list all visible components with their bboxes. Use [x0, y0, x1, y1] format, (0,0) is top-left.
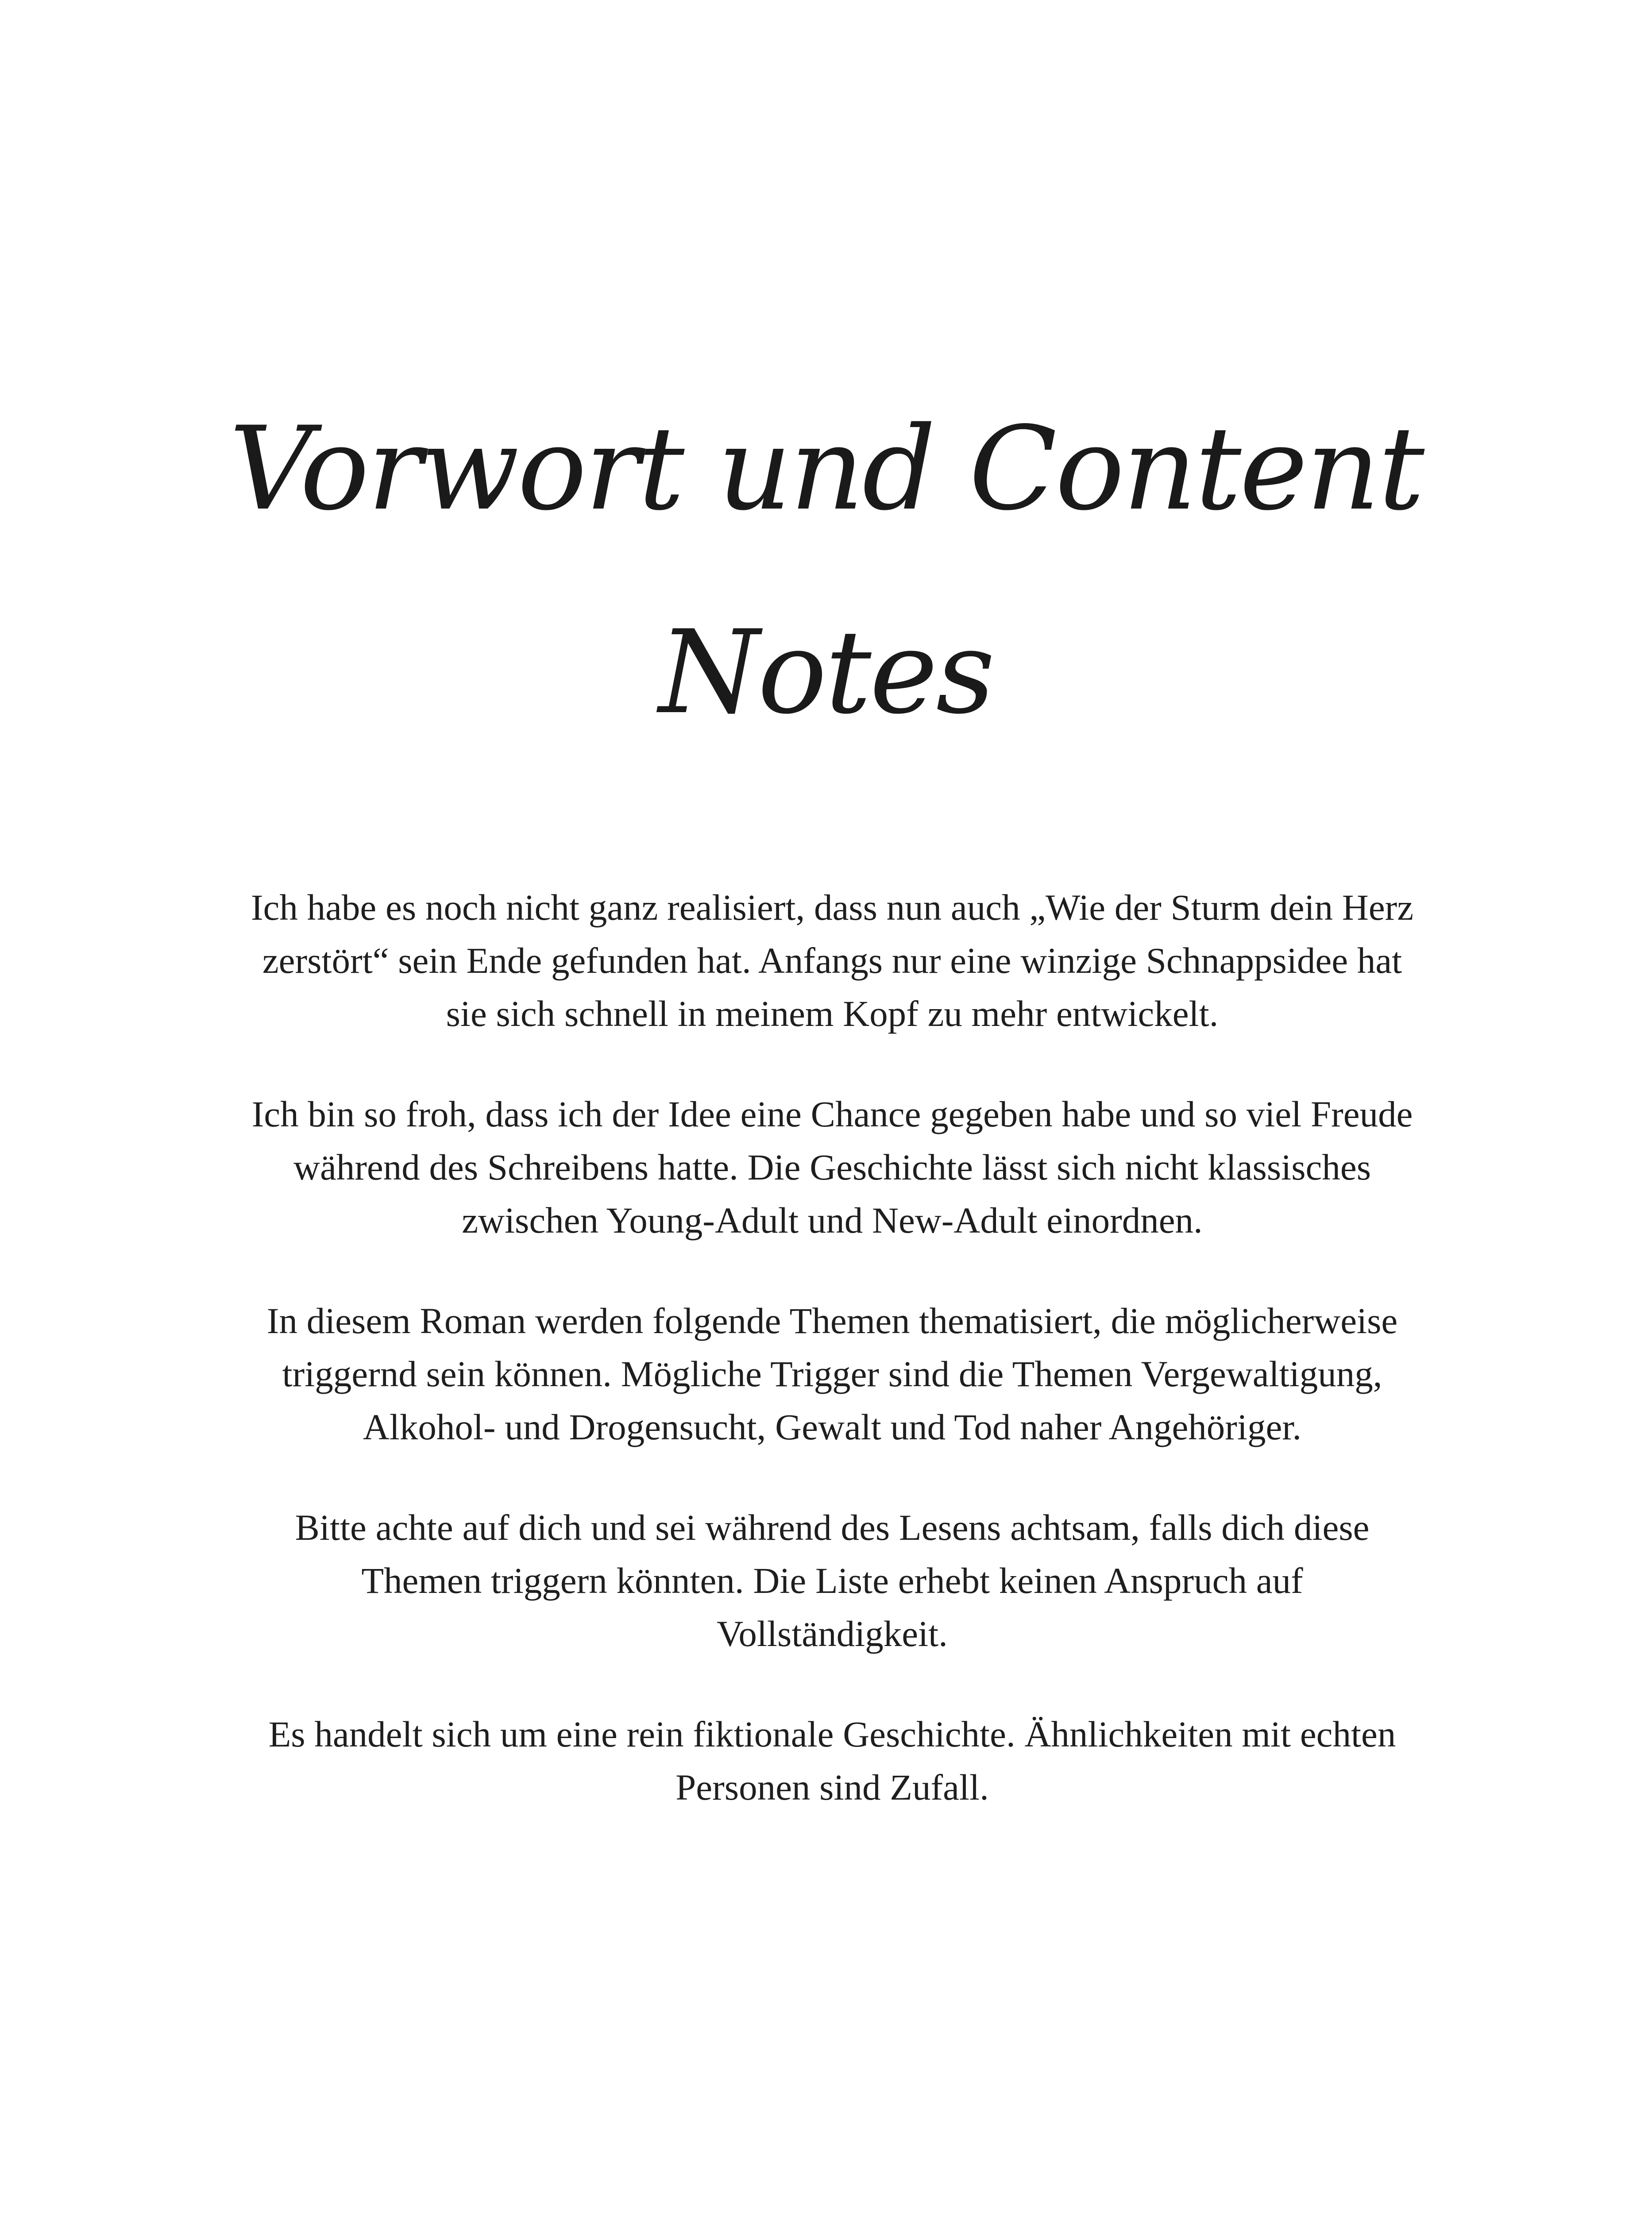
- paragraph-fiction-disclaimer: Es handelt sich um eine rein fiktionale Geschichte. Ähnlichkeiten mit echten Personen sind Zufall.: [268, 1714, 1396, 1808]
- page-title-line-1: Vorwort und Content: [229, 402, 1423, 536]
- paragraph-self-care: Bitte achte auf dich und sei während des Lesens achtsam, falls dich diese Themen triggern könnten. Die Liste erhebt keinen Anspruch auf Vollständigkeit.: [295, 1507, 1370, 1654]
- paragraph-trigger-warnings: In diesem Roman werden folgende Themen thematisiert, die möglicherweise triggernd sein können. Mögliche Trigger sind die Themen Vergewaltigung, Alkohol- und Drogensucht, Gewalt und Tod naher Angehöriger.: [266, 1300, 1398, 1447]
- paragraph-intro: Ich habe es noch nicht ganz realisiert, dass nun auch „Wie der Sturm dein Herz zerstört“ sein Ende gefunden hat. Anfangs nur eine winzige Schnappsidee hat sie sich schnell in meinem Kopf zu mehr entwickelt.: [251, 887, 1414, 1034]
- page-title-line-2: Notes: [659, 606, 993, 740]
- body-text: [248, 881, 1417, 1814]
- paragraph-genre: Ich bin so froh, dass ich der Idee eine Chance gegeben habe und so viel Freude während des Schreibens hatte. Die Geschichte lässt sich nicht klassisches zwischen Young-Adult und New-Adult einordnen.: [251, 1094, 1413, 1241]
